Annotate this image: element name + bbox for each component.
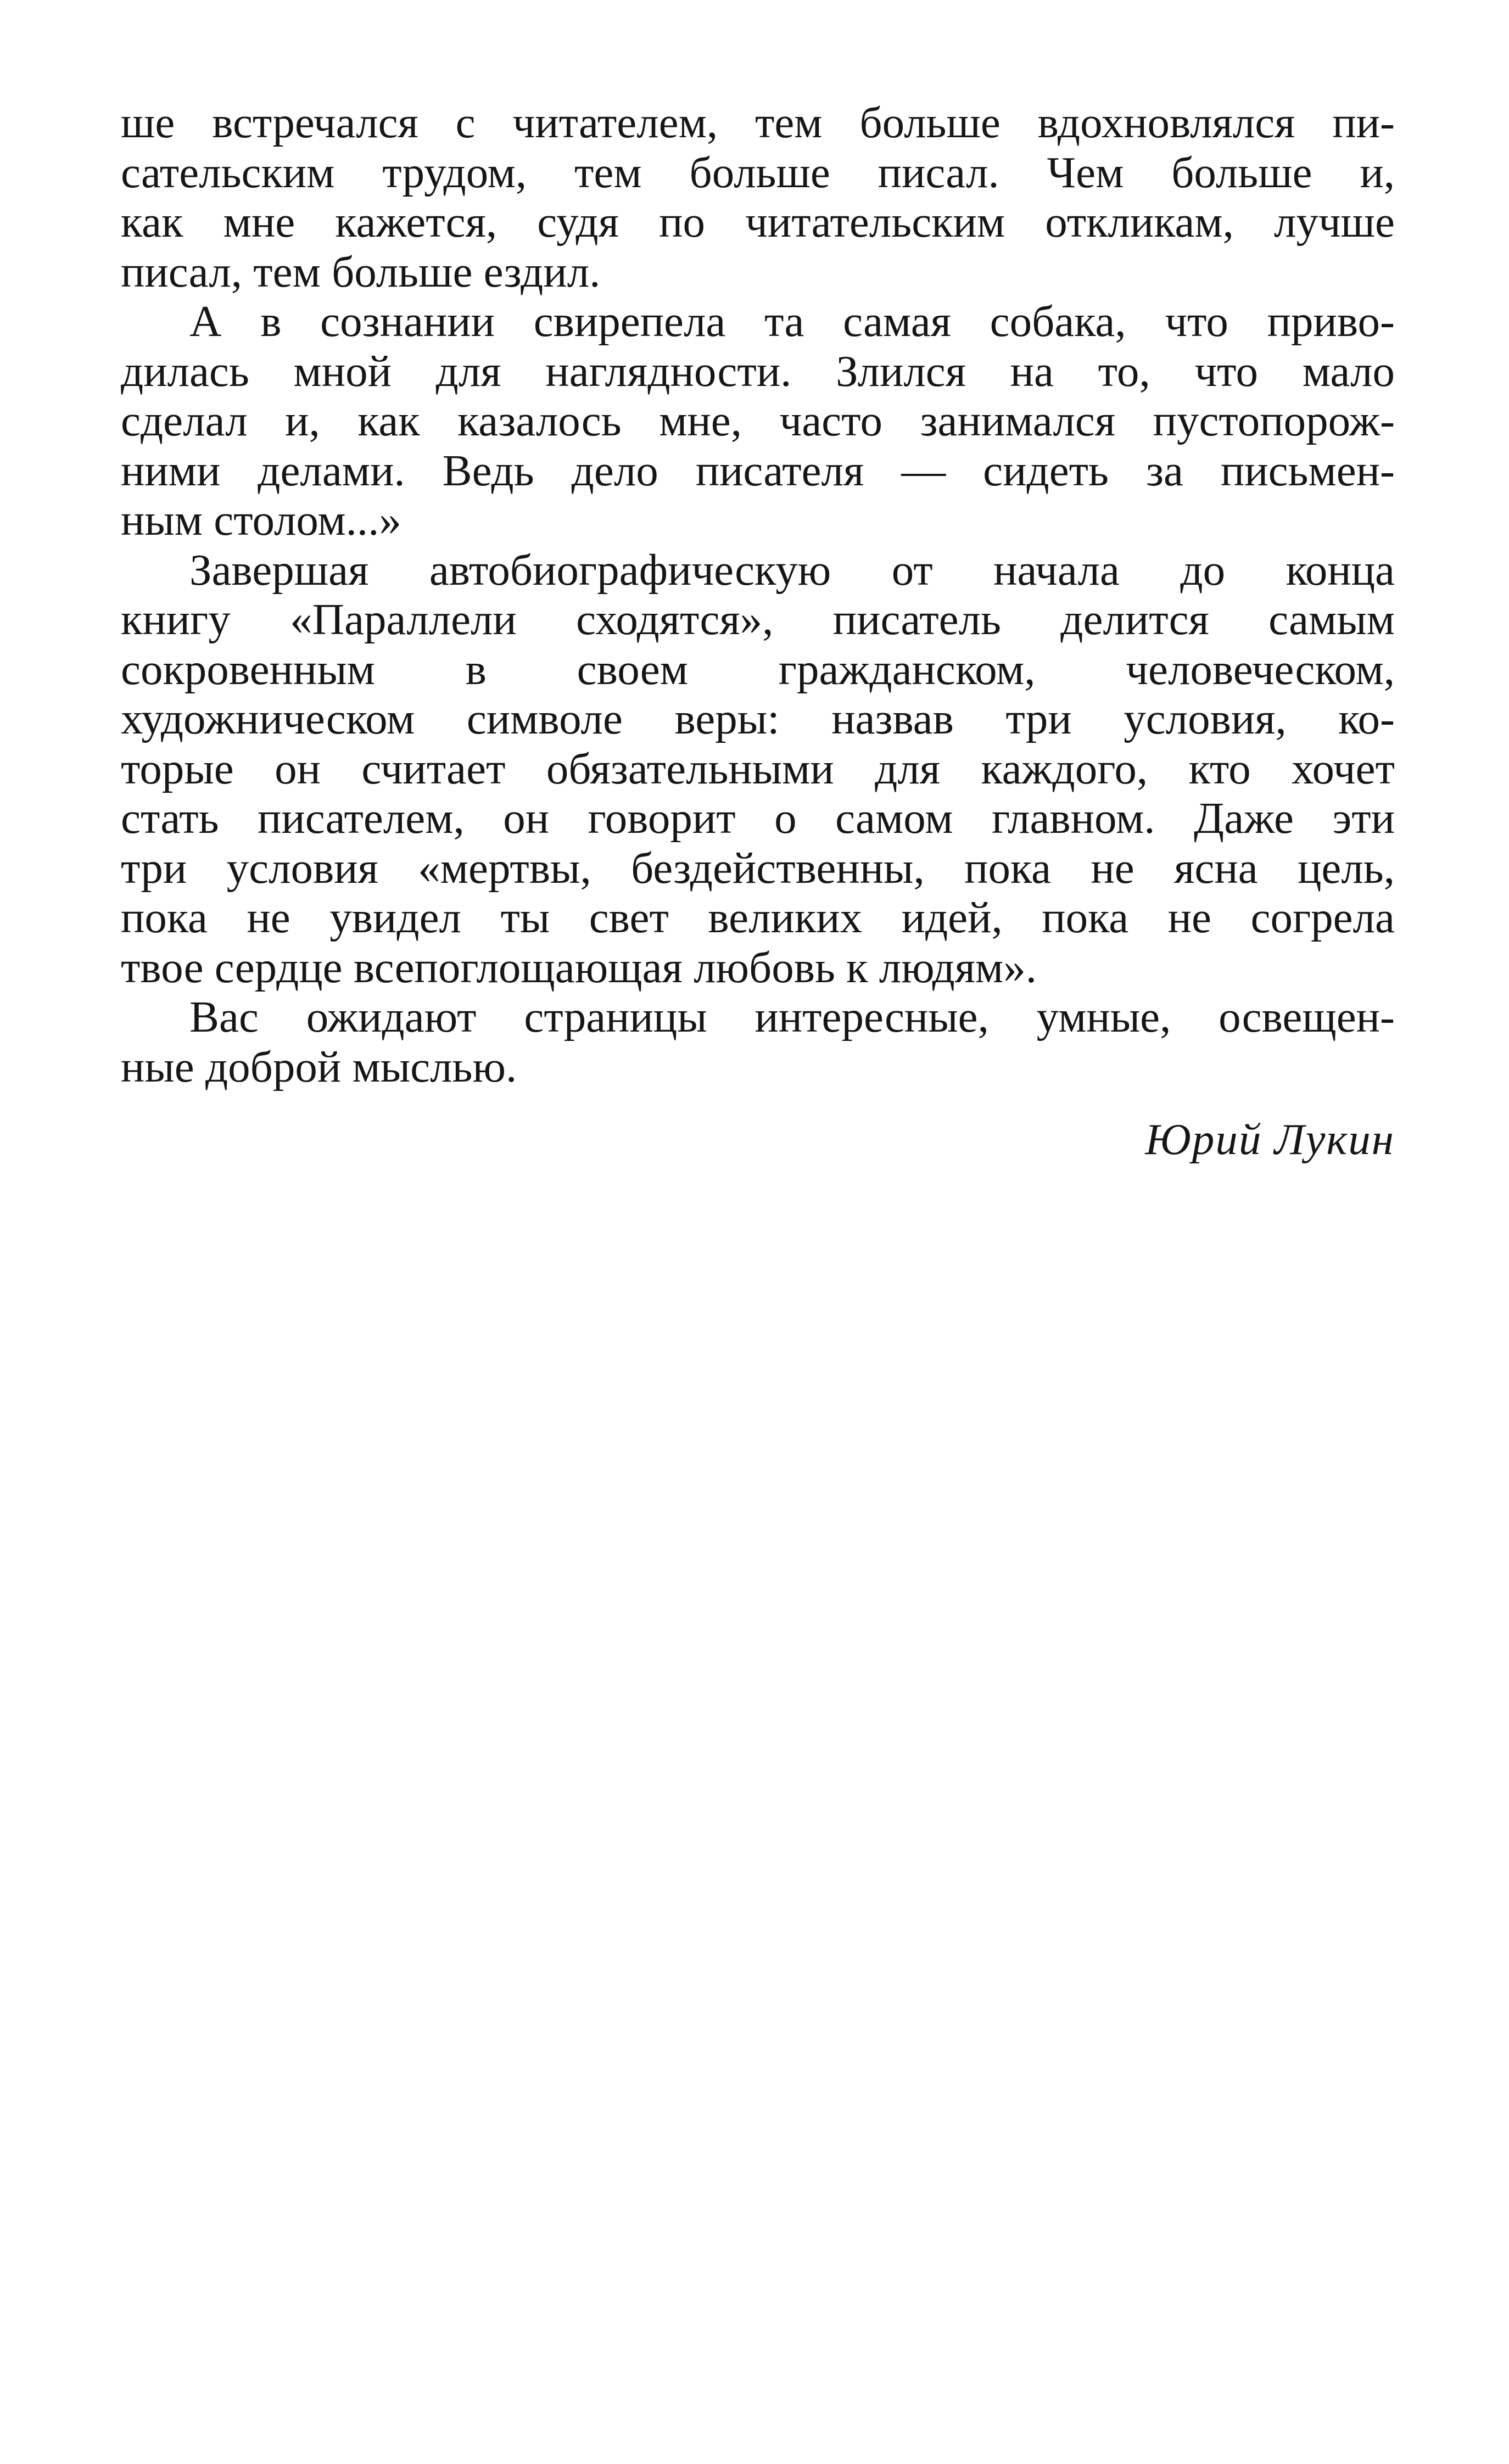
text-line: сокровенным в своем гражданском, человеческом, [121,644,1395,694]
text-line: ше встречался с читателем, тем больше вдохновлялся пи- [121,98,1395,147]
text-line: стать писателем, он говорит о самом главном. Даже эти [121,793,1395,843]
text-line: ними делами. Ведь дело писателя — сидеть за письмен- [121,445,1395,495]
text-line: ные доброй мыслью. [121,1041,517,1091]
text-line: дилась мной для наглядности. Злился на то, что мало [121,346,1395,396]
text-line: сделал и, как казалось мне, часто занимался пустопорож- [121,396,1395,445]
text-line: три условия «мертвы, бездейственны, пока не ясна цель, [121,843,1395,893]
text-line: Вас ожидают страницы интересные, умные, освещен- [189,992,1395,1041]
text-line: писал, тем больше ездил. [121,247,601,296]
paragraph-1 [121,98,1395,296]
text-line: ным столом...» [121,495,401,545]
text-line: Завершая автобиографическую от начала до конца [189,545,1395,595]
author-signature: Юрий Лукин [1145,1115,1395,1164]
text-line: книгу «Параллели сходятся», писатель делится самым [121,595,1395,644]
text-line: как мне кажется, судя по читательским откликам, лучше [121,197,1395,247]
text-line: художническом символе веры: назвав три условия, ко- [121,694,1395,743]
body-text [121,98,1395,1091]
text-line: А в сознании свирепела та самая собака, что приво- [189,296,1395,346]
text-line: сательским трудом, тем больше писал. Чем больше и, [121,147,1395,197]
paragraph-3 [121,545,1395,993]
paragraph-4 [121,992,1395,1091]
text-line: твое сердце всепоглощающая любовь к людям». [121,942,1037,992]
text-line: пока не увидел ты свет великих идей, пока не согрела [121,893,1395,942]
text-line: торые он считает обязательными для каждого, кто хочет [121,743,1395,793]
paragraph-2 [121,296,1395,545]
